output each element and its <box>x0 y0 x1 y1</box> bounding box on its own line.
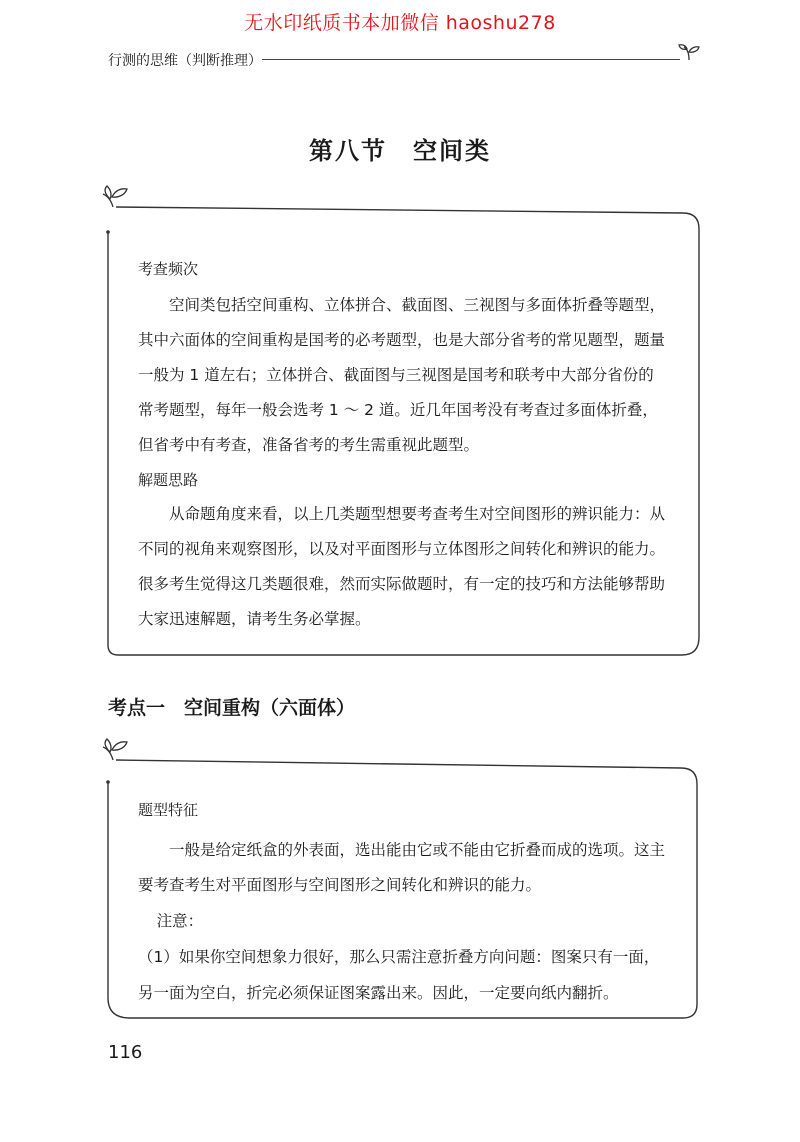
sprout-icon <box>103 739 127 760</box>
running-head: 行测的思维（判断推理） <box>108 53 262 69</box>
approach-heading: 解题思路 <box>138 471 199 489</box>
note-label: 注意： <box>156 912 204 930</box>
approach-paragraph: 从命题角度来看，以上几类题型想要考查考生对空间图形的辨识能力：从不同的视角来观察图形，以及对平面图形与立体图形之间转化和辨识的能力。很多考生觉得这几类题很难，然而实际做题时，有一定的技巧和方法能够帮助大家迅速解题，请考生务必掌握。 <box>138 505 666 628</box>
note-item-1: （1）如果你空间想象力很好，那么只需注意折叠方向问题：图案只有一面，另一面为空白，折完必须保证图案露出来。因此，一定要向纸内翻折。 <box>138 948 660 1002</box>
feature-box <box>138 799 666 1011</box>
watermark-text: 无水印纸质书本加微信 haoshu278 <box>244 12 556 34</box>
page-number: 116 <box>108 1042 143 1063</box>
topic-heading: 考点一 空间重构（六面体） <box>108 697 356 719</box>
feature-heading: 题型特征 <box>138 801 199 819</box>
frequency-heading: 考查频次 <box>138 260 199 278</box>
feature-paragraph: 一般是给定纸盒的外表面，选出能由它或不能由它折叠而成的选项。这主要考查考生对平面图形与空间图形之间转化和辨识的能力。 <box>138 841 666 894</box>
section-title: 第八节 空间类 <box>309 137 491 165</box>
frequency-paragraph: 空间类包括空间重构、立体拼合、截面图、三视图与多面体折叠等题型，其中六面体的空间重构是国考的必考题型，也是大部分省考的常见题型，题量一般为 1 道左右；立体拼合、截面图与三视图是国考和联考中大部分省份的常考题型，每年一般会选考 1 ～ 2 道。近几年国考没有考查过多面体折叠，但省考中有考查，准备省考的考生需重视此题型。 <box>138 296 666 454</box>
